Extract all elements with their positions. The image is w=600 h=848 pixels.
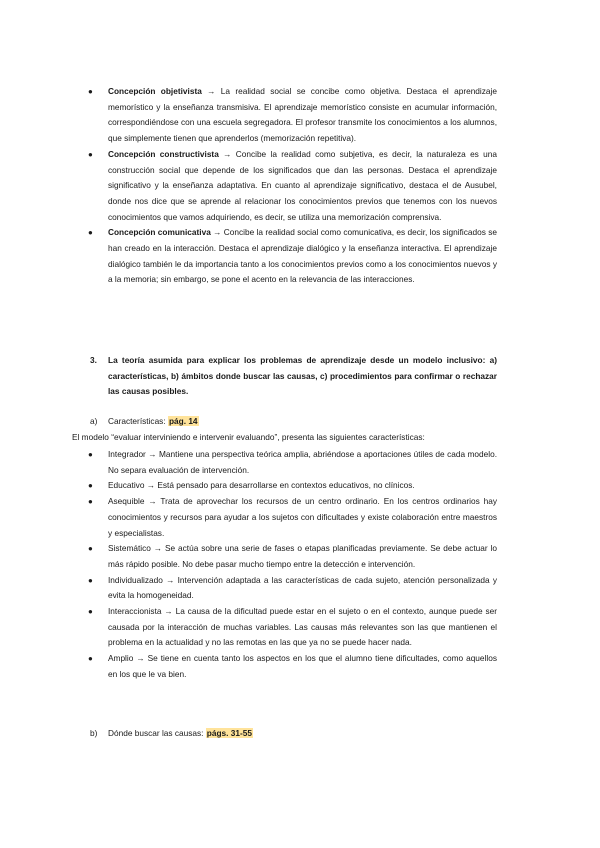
bullet-icon: ●: [88, 87, 93, 96]
subsection-letter: b): [90, 728, 98, 738]
list-item: [88, 604, 498, 651]
item-title: Sistemático: [108, 543, 151, 554]
conception-list-block: [0, 84, 600, 288]
list-item: [88, 541, 498, 572]
section-3-heading: [90, 353, 497, 400]
intro-block: [0, 430, 600, 446]
section-number: 3.: [90, 355, 97, 365]
item-title: Integrador: [108, 449, 146, 459]
arrow-icon: →: [153, 543, 163, 554]
item-text: La causa de la dificultad puede estar en el sujeto o en el contexto, aunque puede ser causada por la interacción de muchas variables. Las causas más relevantes son las que mantienen el problema en la actualidad y no las remotas en las que ya no se puede hacer nada.: [108, 606, 498, 648]
list-item: [88, 478, 497, 494]
subsection-b-block: [0, 726, 600, 742]
bullet-icon: ●: [88, 607, 93, 617]
arrow-icon: →: [213, 227, 222, 238]
conception-list: [88, 84, 498, 288]
subsection-a-heading: [90, 414, 600, 430]
arrow-icon: →: [166, 574, 175, 585]
item-title: Concepción constructivista: [108, 148, 219, 159]
subsection-b-heading: [90, 726, 600, 742]
arrow-icon: →: [146, 480, 156, 491]
subsection-letter: a): [90, 416, 98, 426]
bullet-icon: ●: [88, 575, 93, 585]
item-text: La realidad social se concibe como objetiva. Destaca el aprendizaje memorístico y la enseñanza transmisiva. El aprendizaje memorístico consiste en acumular información, correspondiéndose con una escuela segregadora. El profesor transmite los conocimientos a los alumnos, que simplemente tienen que aprenderlos (memorización repetitiva).: [108, 86, 497, 144]
item-title: Individualizado: [108, 574, 163, 585]
item-title: Educativo: [108, 480, 145, 491]
subsection-label: Dónde buscar las causas:: [108, 728, 204, 738]
item-title: Amplio: [108, 653, 134, 664]
list-item: [88, 147, 497, 226]
item-title: Asequible: [108, 496, 145, 507]
section-3-block: [0, 353, 600, 400]
page-reference: pág. 14: [168, 416, 198, 426]
arrow-icon: →: [148, 449, 157, 459]
item-title: Interaccionista: [108, 606, 162, 617]
bullet-icon: ●: [88, 654, 93, 664]
item-text: Intervención adaptada a las características de cada sujeto, atención personalizada y evita la homogeneidad.: [108, 574, 498, 601]
list-item: [88, 573, 498, 604]
item-text: Se tiene en cuenta tanto los aspectos en los que el alumno tiene dificultades, como aquellos en los que le va bien.: [108, 653, 497, 679]
list-item: [88, 447, 498, 478]
bullet-icon: ●: [88, 149, 93, 159]
bullet-icon: ●: [88, 497, 93, 507]
subsection-label: Características:: [108, 416, 166, 426]
item-text: Concibe la realidad como subjetiva, es decir, la naturaleza es una construcción social que depende de los significados que dan las personas. Destaca el aprendizaje significativo y la enseñanza adaptativa. En cuanto al aprendizaje significativo, destaca el de Ausubel, donde nos dice que se aprende al relacionar los conocimientos previos que tenemos con los nuevos conocimientos que vamos adquiriendo, es decir, se utiliza una memorización comprensiva.: [108, 148, 497, 222]
arrow-icon: →: [148, 496, 157, 507]
subsection-a-block: [0, 414, 600, 430]
list-item: [88, 651, 497, 682]
item-text: Mantiene una perspectiva teórica amplia, abriéndose a aportaciones útiles de cada modelo. No separa evaluación de intervención.: [108, 449, 498, 475]
item-text: Se actúa sobre una serie de fases o etapas planificadas previamente. Se debe actuar lo más rápido posible. No debe pasar mucho tiempo entre la detección e intervención.: [108, 543, 498, 569]
list-item: [88, 225, 498, 288]
arrow-icon: →: [207, 86, 216, 96]
bullet-icon: ●: [88, 450, 93, 459]
arrow-icon: →: [164, 606, 173, 617]
item-text: Está pensado para desarrollarse en contextos educativos, no clínicos.: [157, 480, 415, 491]
characteristics-list-block: [0, 447, 600, 683]
list-item: [88, 494, 498, 541]
arrow-icon: →: [136, 653, 145, 664]
arrow-icon: →: [223, 148, 232, 159]
intro-text: El modelo “evaluar interviniendo e intervenir evaluando”, presenta las siguientes características:: [72, 432, 425, 442]
list-item: [88, 84, 497, 147]
bullet-icon: ●: [88, 228, 93, 238]
bullet-icon: ●: [88, 481, 93, 491]
item-text: Trata de aprovechar los recursos de un centro ordinario. En los centros ordinarios hay conocimientos y recursos para ayudar a los sujetos con dificultades y existe colaboración entre maestros y especialistas.: [108, 496, 498, 538]
item-title: Concepción comunicativa: [108, 227, 211, 238]
bullet-icon: ●: [88, 544, 93, 554]
item-title: Concepción objetivista: [108, 86, 202, 96]
page-reference: págs. 31-55: [206, 728, 252, 738]
section-text: La teoría asumida para explicar los problemas de aprendizaje desde un modelo inclusivo: a) características, b) ámbitos donde buscar las causas, c) procedimientos para confirmar o rechazar las causas posibles.: [108, 355, 497, 397]
item-text: Concibe la realidad social como comunicativa, es decir, los significados se han creado en la interacción. Destaca el aprendizaje dialógico y la enseñanza interactiva. El aprendizaje dialógico también le da importancia tanto a los conocimientos previos como a los conocimientos nuevos y a la memoria; sin embargo, se pone el acento en la relevancia de las interacciones.: [108, 227, 498, 285]
characteristics-list: [88, 447, 498, 683]
